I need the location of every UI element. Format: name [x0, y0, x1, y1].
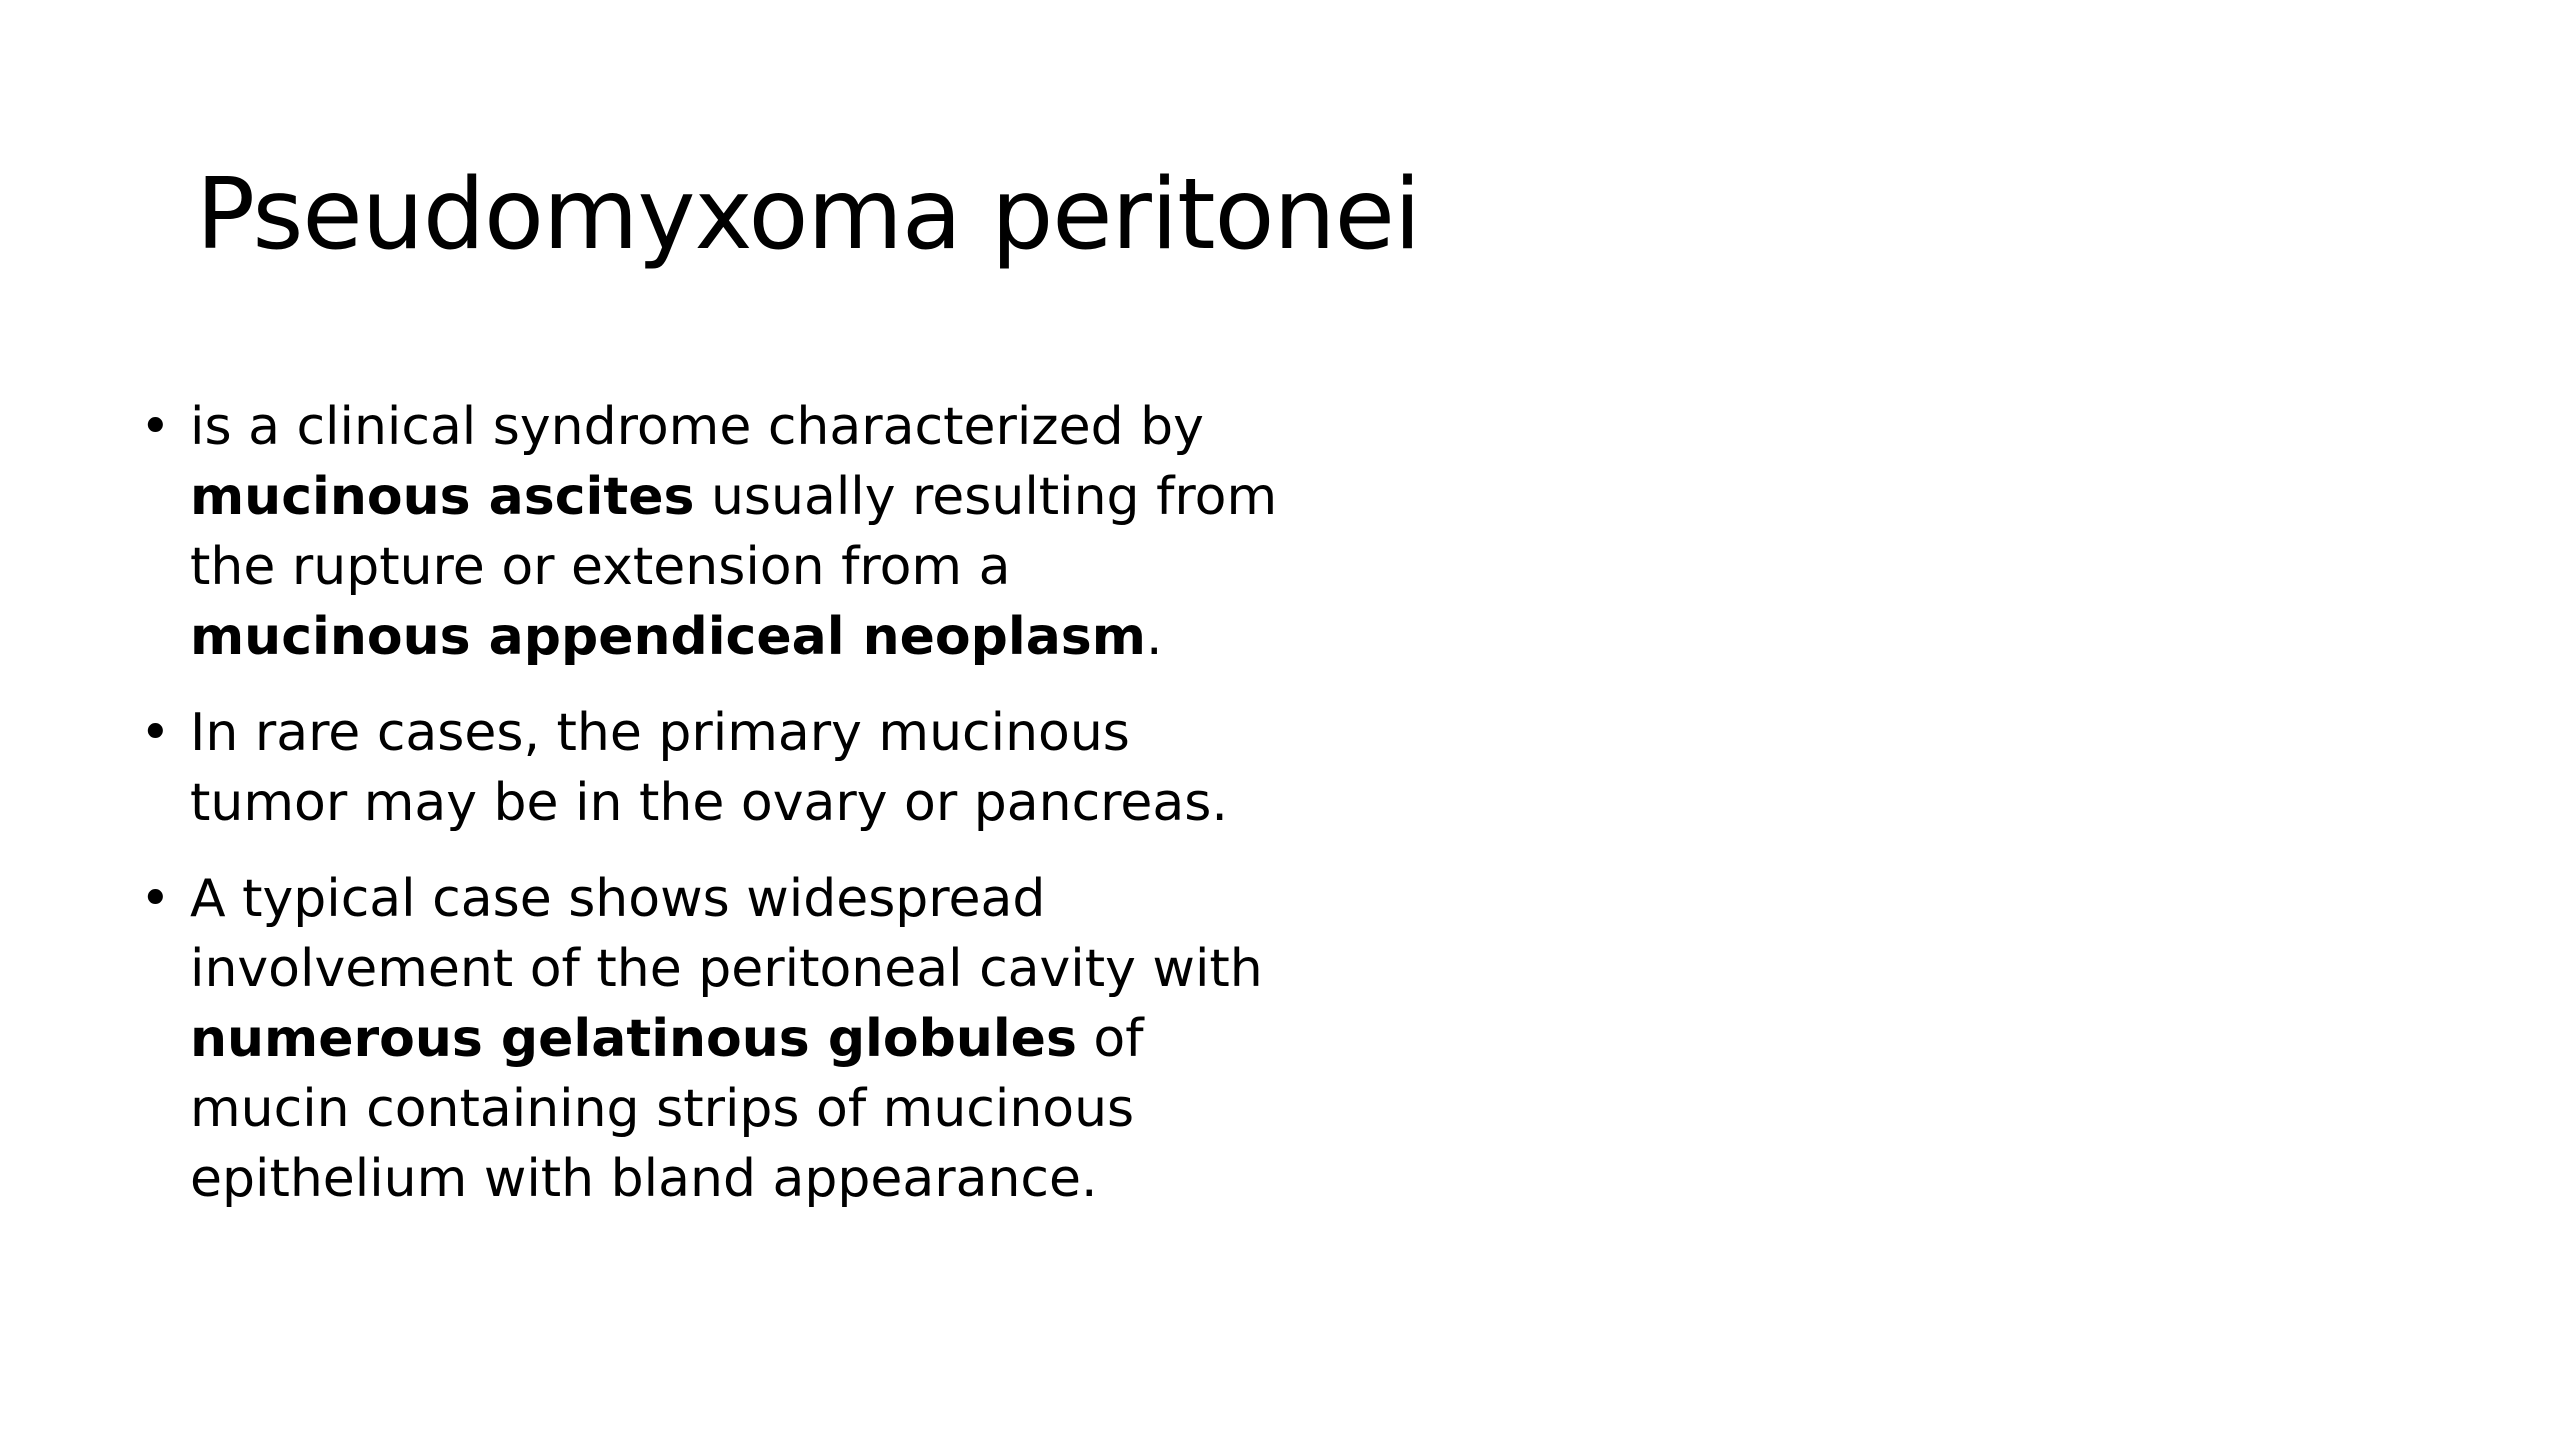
bullet-list — [140, 392, 1290, 1240]
bullet-item-2 — [140, 698, 1290, 838]
bold-text-run: mucinous ascites — [190, 467, 695, 527]
slide-title: Pseudomyxoma peritonei — [196, 158, 1421, 272]
text-run: of mucin containing strips of mucinous epithelium with bland appearance. — [190, 1009, 1144, 1209]
bullet-marker: • — [140, 869, 171, 929]
bullet-marker: • — [140, 703, 171, 763]
text-run: is a clinical syndrome characterized by — [190, 397, 1204, 457]
bullet-text — [190, 703, 1228, 833]
text-run: . — [1145, 607, 1163, 667]
bullet-item-1 — [140, 392, 1290, 672]
text-run: usually resulting from the rupture or extension from a — [190, 467, 1278, 597]
text-run: In rare cases, the primary mucinous tumor may be in the ovary or pancreas. — [190, 703, 1228, 833]
bullet-item-3 — [140, 864, 1290, 1214]
text-run: A typical case shows widespread involvement of the peritoneal cavity with — [190, 869, 1263, 999]
bullet-text — [190, 869, 1263, 1209]
bold-text-run: mucinous appendiceal neoplasm — [190, 607, 1146, 667]
bold-text-run: numerous gelatinous globules — [190, 1009, 1077, 1069]
bullet-text — [190, 397, 1277, 667]
bullet-marker: • — [140, 397, 171, 457]
